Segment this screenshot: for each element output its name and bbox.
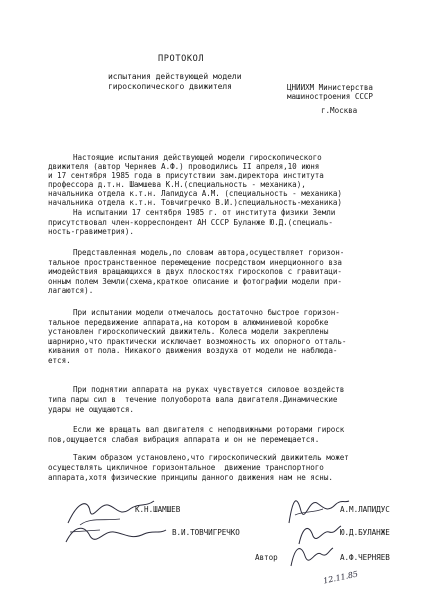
body-line: Если же вращать вал двигателя с неподвижными роторами гироск xyxy=(73,425,345,434)
body-line: начальника отдела к.т.н. Товчигречко В.И.)специальность-механика) xyxy=(48,198,342,207)
org-line-1: ЦНИИХМ Министерства xyxy=(287,83,373,92)
org-line-3: г.Москва xyxy=(321,106,358,115)
body-line: осуществлять цикличное горизонтальное движение транспортного xyxy=(48,463,324,472)
body-line: тальное пространственное перемещение посредством инерционного вза xyxy=(48,258,342,267)
document-title: ПРОТОКОЛ xyxy=(158,54,205,64)
body-line: Представленная модель,по словам автора,осуществляет горизон- xyxy=(73,248,345,257)
signature-name-lapidus: А.М.ЛАПИДУС xyxy=(340,505,390,514)
body-line: ется. xyxy=(48,356,71,365)
body-line: тальное передвижение аппарата,на котором в алюминиевой коробке xyxy=(48,318,329,327)
subtitle-line-2: гироскопического движителя xyxy=(108,82,232,91)
signature-scribble-tovchigrechko xyxy=(60,520,170,550)
signature-scribble-chernyaev xyxy=(285,540,335,570)
body-line: установлен гироскопический движитель. Колеса модели закреплены xyxy=(48,327,329,336)
body-line: При испытании модели отмечалось достаточно быстрое горизон- xyxy=(73,308,340,317)
signature-name-chernyaev: А.Ф.ЧЕРНЯЕВ xyxy=(340,553,390,562)
body-line: профессора д.т.н. Шамшева К.Н.(специальность - механика), xyxy=(48,180,306,189)
signature-name-bulanzhe: Ю.Д.БУЛАНЖЕ xyxy=(340,528,390,537)
body-line: шарнирно,что практически исключает возможность их опорного отталь- xyxy=(48,337,347,346)
body-line: кивания от пола. Никакого движения воздуха от модели не наблюда- xyxy=(48,346,338,355)
body-line: онным полем Земли(схема,краткое описание и фотографии модели при- xyxy=(48,277,342,286)
body-line: имодействия вращающихся в двух плоскостях гироскопов с гравитаци- xyxy=(48,267,342,276)
body-line: При поднятии аппарата на руках чувствуется силовое воздейств xyxy=(73,385,345,394)
org-line-2: машиностроения СССР xyxy=(287,92,373,101)
body-line: лагаются). xyxy=(48,286,94,295)
body-line: и 17 сентября 1985 года в присутствии зам.директора института xyxy=(48,171,324,180)
handwritten-date: 12.11.85 xyxy=(322,569,359,586)
body-line: удары не ощущаются. xyxy=(48,405,134,414)
signature-name-shamshev: К.Н.ШАМШЕВ xyxy=(135,505,181,514)
body-line: начальника отдела к.т.н. Лапидуса А.М. (специальность - механика) xyxy=(48,189,342,198)
signature-name-tovchigrechko: В.И.ТОВЧИГРЕЧКО xyxy=(172,528,240,537)
body-line: пов,ощущается слабая вибрация аппарата и он не перемещается. xyxy=(48,435,320,444)
body-line: Таким образом установлено,что гироскопический движитель может xyxy=(73,453,349,462)
body-line: ность-гравиметрия). xyxy=(48,227,134,236)
body-line: аппарата,хотя физические принципы данного движения нам не ясны. xyxy=(48,473,333,482)
body-line: движителя (автор Черняев А.Ф.) проводились II апреля,10 июня xyxy=(48,162,320,171)
body-line: типа пары сил в течение полуоборота вала двигателя.Динамические xyxy=(48,395,338,404)
subtitle-line-1: испытания действующей модели xyxy=(108,72,242,81)
body-line: присутствовал член-корреспондент АН СССР Буланже Ю.Д.(специаль- xyxy=(48,218,333,227)
body-line: Настоящие испытания действующей модели гироскопического xyxy=(73,153,322,162)
signature-role-author: Автор xyxy=(255,553,278,562)
body-line: На испытании 17 сентября 1985 г. от института физики Земли xyxy=(73,208,336,217)
